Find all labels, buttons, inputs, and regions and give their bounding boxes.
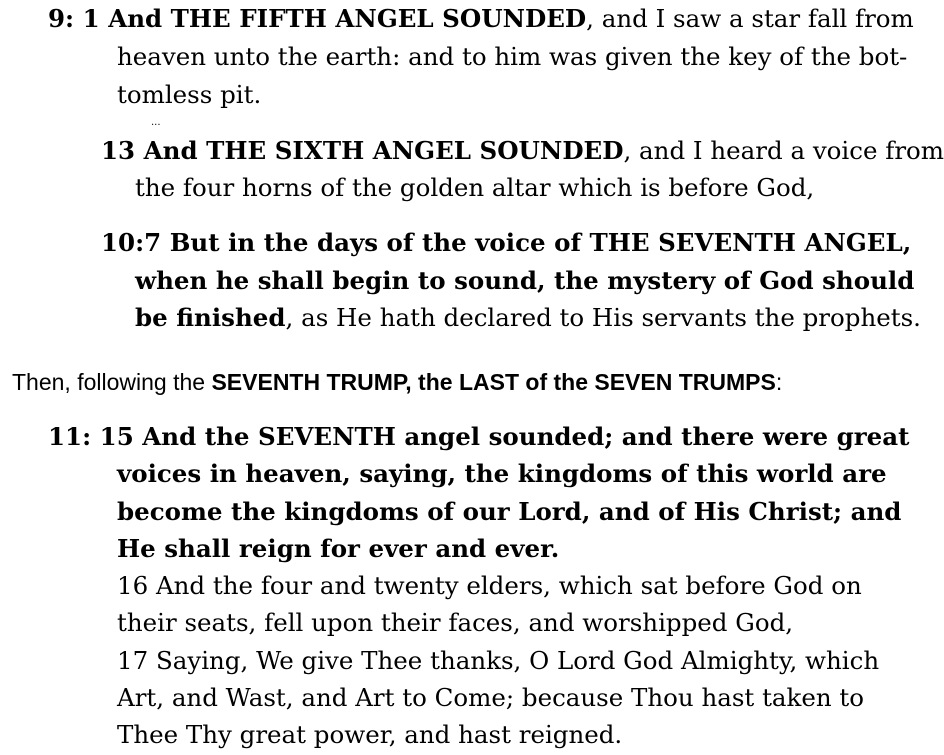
verse-11-15 bbox=[48, 418, 909, 754]
verse-line bbox=[48, 530, 909, 567]
verse-line bbox=[48, 455, 909, 492]
intro-colon: : bbox=[775, 369, 783, 395]
verse-line: heaven unto the earth: and to him was given the key of the bot- bbox=[117, 41, 908, 71]
verse-line bbox=[48, 0, 914, 38]
verse-line bbox=[101, 299, 921, 337]
intro-line bbox=[12, 366, 782, 398]
verse-bold-text: when he shall begin to sound, the mystery of God should bbox=[135, 265, 915, 295]
verse-text: , as He hath declared to His servants the prophets. bbox=[285, 303, 921, 332]
verse-line: 16 And the four and twenty elders, which sat before God on bbox=[117, 571, 862, 601]
verse-text: , and I saw a star fall from bbox=[586, 4, 914, 33]
verse-line: Art, and Wast, and Art to Come; because Thou hast taken to bbox=[117, 683, 865, 713]
verse-line bbox=[48, 418, 909, 455]
verse-line: their seats, fell upon their faces, and worshipped God, bbox=[117, 608, 794, 638]
verse-line bbox=[101, 132, 944, 169]
verse-bold-text: voices in heaven, saying, the kingdoms of this world are bbox=[117, 459, 887, 489]
verse-9-1 bbox=[48, 0, 914, 113]
verse-bold-text: He shall reign for ever and ever. bbox=[117, 533, 560, 563]
verse-line bbox=[101, 224, 921, 262]
verse-10-7 bbox=[101, 224, 921, 337]
verse-line: tomless pit. bbox=[117, 79, 262, 109]
verse-text: , and I heard a voice from bbox=[623, 136, 944, 165]
verse-bold-text: become the kingdoms of our Lord, and of His Christ; and bbox=[117, 496, 902, 526]
verse-line bbox=[101, 262, 921, 300]
verse-bold-text: 10:7 But in the days of the voice of THE SEVENTH ANGEL, bbox=[101, 228, 912, 257]
intro-bold-text: SEVENTH TRUMP, the LAST of the SEVEN TRUMPS bbox=[211, 369, 776, 395]
ellipsis-mark: ... bbox=[151, 117, 161, 128]
verse-line: the four horns of the golden altar which is before God, bbox=[135, 173, 815, 202]
verse-heading-bold: 13 And THE SIXTH ANGEL SOUNDED bbox=[101, 136, 624, 165]
intro-text: Then, following the bbox=[12, 369, 212, 395]
verse-bold-text: be finished bbox=[135, 303, 286, 332]
verse-9-13 bbox=[101, 132, 944, 206]
verse-line bbox=[48, 493, 909, 530]
verse-heading-bold: 9: 1 And THE FIFTH ANGEL SOUNDED bbox=[48, 4, 587, 33]
verse-line: 17 Saying, We give Thee thanks, O Lord God Almighty, which bbox=[117, 645, 880, 675]
verse-line: Thee Thy great power, and hast reigned. bbox=[117, 720, 623, 750]
verse-bold-text: 11: 15 And the SEVENTH angel sounded; and there were great bbox=[48, 422, 910, 451]
